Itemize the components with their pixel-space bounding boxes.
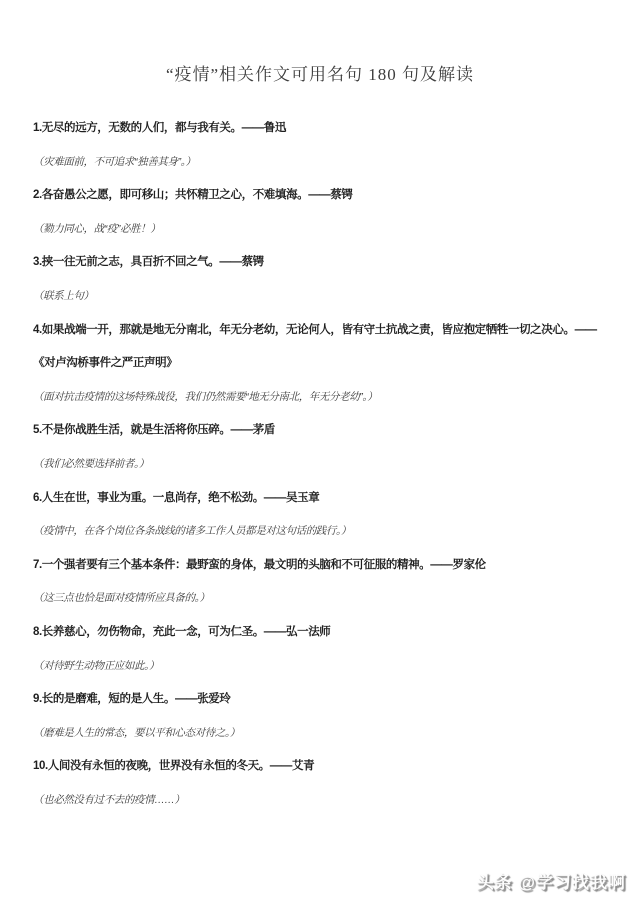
quote-text: 8.长养慈心，勿伤物命，充此一念，可为仁圣。——弘一法师 [33,625,331,638]
note-text: （联系上句） [33,289,94,302]
quote-text: 10.人间没有永恒的夜晚，世界没有永恒的冬天。——艾青 [33,760,315,773]
quote-text: 1.无尽的远方，无数的人们，都与我有关。——鲁迅 [33,122,286,134]
quote-text: 4.如果战端一开，那就是地无分南北，年无分老幼，无论何人，皆有守土抗战之责，皆应抱定牺牲一切之决心。——《对卢沟桥事件之严正声明》 [33,323,597,370]
note-text: （也必然没有过不去的疫情……） [33,793,185,806]
toutiao-watermark: 头条 @学习找我啊 [476,873,626,892]
note-text: （面对抗击疫情的这场特殊战役，我们仍然需要“地无分南北，年无分老幼”。） [33,390,378,403]
note-text: （疫情中，在各个岗位各条战线的诸多工作人员都是对这句话的践行。） [33,525,351,538]
quote-item [33,179,612,246]
quote-text: 7.一个强者要有三个基本条件：最野蛮的身体，最文明的头脑和不可征服的精神。——罗家伦 [33,558,486,571]
quote-item [33,616,612,683]
note-text: （我们必然要选择前者。） [33,457,149,470]
quote-item [33,246,612,313]
note-text: （这三点也恰是面对疫情所应具备的。） [33,592,210,605]
quote-text: 3.挟一往无前之志，具百折不回之气。——蔡锷 [33,256,264,269]
quote-text: 2.各奋愚公之愿，即可移山；共怀精卫之心，不难填海。——蔡锷 [33,189,353,202]
quote-item [33,482,612,549]
quote-text: 5.不是你战胜生活，就是生活将你压碎。——茅盾 [33,424,275,437]
note-text: （勠力同心，战“疫”必胜！） [33,222,161,235]
quote-item [33,414,612,481]
quote-list [33,112,612,817]
quote-item [33,683,612,750]
quote-item [33,112,612,179]
note-text: （灾难面前，不可追求“独善其身”。） [33,155,196,168]
quote-item [33,314,612,415]
quote-text: 9.长的是磨难，短的是人生。——张爱玲 [33,693,231,706]
quote-item [33,549,612,616]
note-text: （磨难是人生的常态，要以平和心态对待之。） [33,726,240,739]
page-title: “疫情”相关作文可用名句 180 句及解读 [165,65,475,84]
note-text: （对待野生动物正应如此。） [33,659,160,672]
quote-text: 6.人生在世，事业为重。一息尚存，绝不松劲。——吴玉章 [33,491,320,504]
quote-item [33,750,612,817]
